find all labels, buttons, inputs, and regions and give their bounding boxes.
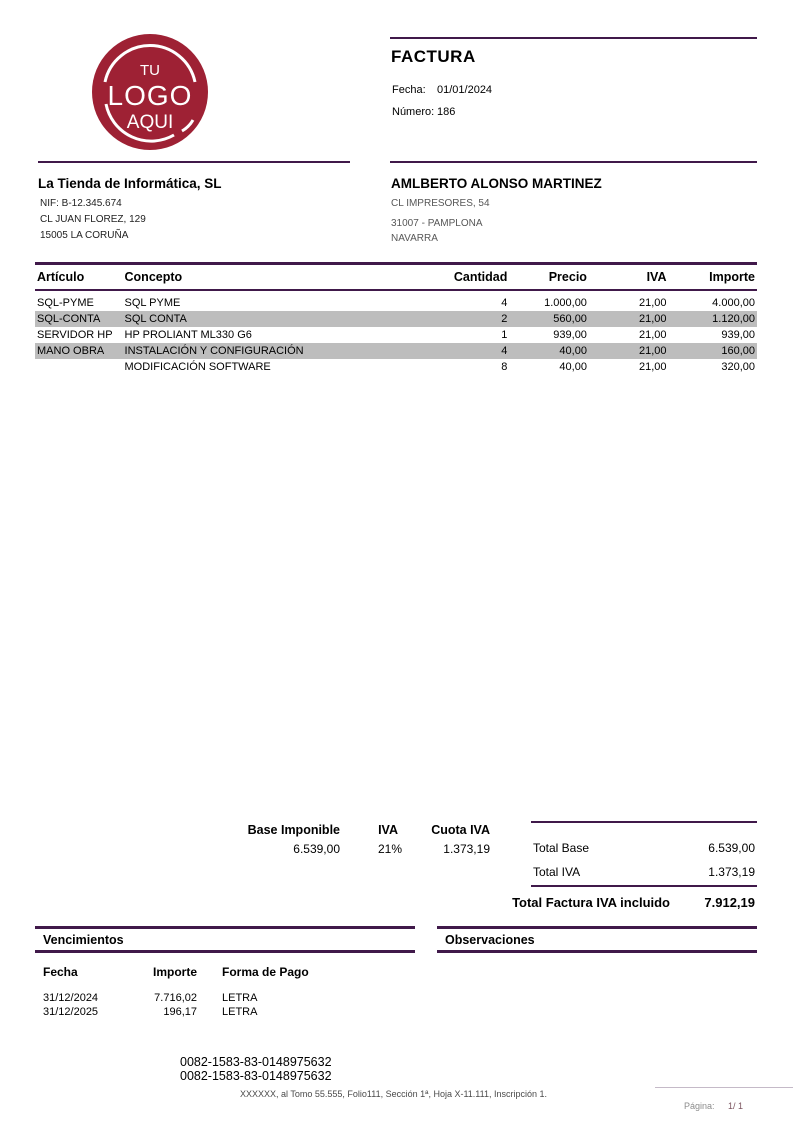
cuota-iva-label: Cuota IVA	[431, 823, 490, 837]
venc-col-importe: Importe	[152, 965, 197, 979]
col-header-concepto: Concepto	[124, 270, 183, 284]
vencimiento-row	[43, 991, 403, 1005]
client-divider	[390, 161, 757, 163]
page-number-label: Página:	[684, 1101, 715, 1111]
cell-articulo: SQL-CONTA	[37, 313, 101, 325]
client-name: AMLBERTO ALONSO MARTINEZ	[391, 176, 602, 191]
cell-articulo: SERVIDOR HP	[37, 329, 113, 341]
cell-importe: 939,00	[721, 329, 755, 341]
seller-nif: NIF: B-12.345.674	[40, 198, 122, 209]
cell-precio: 40,00	[559, 361, 587, 373]
vencimientos-top-border	[35, 926, 415, 929]
client-address-line3: NAVARRA	[391, 233, 438, 244]
table-row	[35, 359, 757, 375]
vencimientos-header-row	[43, 963, 403, 981]
observaciones-top-border	[437, 926, 757, 929]
cell-iva: 21,00	[638, 313, 667, 325]
vencimientos-title: Vencimientos	[43, 933, 124, 947]
cell-importe: 320,00	[721, 361, 755, 373]
table-row	[35, 311, 757, 327]
cell-precio: 40,00	[559, 345, 587, 357]
cell-concepto: MODIFICACIÓN SOFTWARE	[124, 361, 271, 373]
cell-iva: 21,00	[638, 361, 667, 373]
iva-percent-value: 21%	[377, 842, 402, 856]
venc-fecha: 31/12/2025	[43, 1006, 99, 1018]
page-number-value: 1/ 1	[728, 1101, 744, 1111]
cell-concepto: INSTALACIÓN Y CONFIGURACIÓN	[124, 345, 304, 357]
cell-iva: 21,00	[638, 297, 667, 309]
cell-concepto: SQL PYME	[124, 297, 181, 309]
cell-importe: 1.120,00	[712, 313, 755, 325]
base-imponible-value: 6.539,00	[293, 842, 340, 856]
cell-precio: 560,00	[553, 313, 587, 325]
items-table-header-row	[35, 266, 757, 289]
cell-cantidad: 8	[501, 361, 508, 373]
cell-importe: 4.000,00	[712, 297, 755, 309]
pagination-divider	[655, 1087, 793, 1088]
observaciones-title: Observaciones	[445, 933, 535, 947]
venc-fecha: 31/12/2024	[43, 992, 99, 1004]
cell-articulo	[35, 359, 125, 375]
venc-importe: 196,17	[163, 1006, 197, 1018]
cuota-iva-value: 1.373,19	[443, 842, 490, 856]
cell-iva: 21,00	[638, 329, 667, 341]
invoice-number-value: 186	[437, 106, 456, 118]
seller-divider	[38, 161, 350, 163]
cell-importe: 160,00	[721, 345, 755, 357]
venc-col-forma: Forma de Pago	[222, 965, 309, 979]
invoice-number-label: Número:	[392, 106, 435, 118]
col-header-precio: Precio	[548, 270, 587, 284]
grand-total-value: 7.912,19	[704, 895, 755, 910]
items-table	[35, 266, 757, 375]
client-address-line2: 31007 - PAMPLONA	[391, 218, 483, 229]
col-header-cantidad: Cantidad	[453, 270, 508, 284]
total-iva-label: Total IVA	[533, 865, 581, 879]
col-header-articulo: Artículo	[37, 270, 85, 284]
items-table-top-border	[35, 262, 757, 265]
cell-cantidad: 1	[501, 329, 508, 341]
totals-box-bottom-border	[531, 885, 757, 887]
cell-precio: 939,00	[553, 329, 587, 341]
cell-concepto: SQL CONTA	[124, 313, 187, 325]
cell-cantidad: 4	[501, 297, 508, 309]
cell-articulo: MANO OBRA	[37, 345, 105, 357]
items-table-header-border	[35, 289, 757, 291]
seller-address-line2: 15005 LA CORUÑA	[40, 230, 129, 241]
header-divider	[390, 37, 757, 39]
cell-precio: 1.000,00	[544, 297, 587, 309]
venc-forma: LETRA	[222, 992, 258, 1004]
date-value: 01/01/2024	[437, 84, 493, 96]
vencimientos-bottom-border	[35, 950, 415, 953]
logo-text-line1: TU	[140, 62, 160, 79]
grand-total-label: Total Factura IVA incluido	[512, 895, 670, 910]
logo-text-line2: LOGO	[107, 80, 193, 111]
seller-address-line1: CL JUAN FLOREZ, 129	[40, 214, 146, 225]
observaciones-bottom-border	[437, 950, 757, 953]
iva-percent-label: IVA	[378, 823, 398, 837]
totals-box-top-border	[531, 821, 757, 823]
vencimiento-row	[43, 1005, 403, 1019]
logo-text-line3: AQUI	[126, 112, 174, 133]
table-row	[35, 327, 757, 343]
bank-account-line2: 0082-1583-83-0148975632	[180, 1069, 332, 1083]
total-base-label: Total Base	[533, 841, 590, 855]
date-label: Fecha:	[392, 84, 426, 96]
invoice-title: FACTURA	[391, 47, 476, 66]
vencimientos-table	[43, 963, 403, 1019]
bank-account-line1: 0082-1583-83-0148975632	[180, 1055, 332, 1069]
col-header-importe: Importe	[709, 270, 755, 284]
total-base-value: 6.539,00	[708, 841, 755, 855]
cell-iva: 21,00	[638, 345, 667, 357]
venc-importe: 7.716,02	[154, 992, 197, 1004]
venc-col-fecha: Fecha	[43, 965, 78, 979]
cell-concepto: HP PROLIANT ML330 G6	[124, 329, 252, 341]
venc-forma: LETRA	[222, 1006, 258, 1018]
base-imponible-label: Base Imponible	[247, 823, 340, 837]
client-address-line1: CL IMPRESORES, 54	[391, 198, 490, 209]
seller-name: La Tienda de Informática, SL	[38, 176, 222, 191]
table-row	[35, 343, 757, 359]
total-iva-value: 1.373,19	[708, 865, 755, 879]
company-logo	[90, 32, 210, 152]
registry-line: XXXXXX, al Tomo 55.555, Folio111, Sección 1ª, Hoja X-11.111, Inscripción 1.	[240, 1089, 548, 1099]
table-row	[35, 295, 757, 311]
cell-articulo: SQL-PYME	[37, 297, 94, 309]
cell-cantidad: 2	[501, 313, 508, 325]
cell-cantidad: 4	[501, 345, 508, 357]
col-header-iva: IVA	[646, 270, 667, 284]
